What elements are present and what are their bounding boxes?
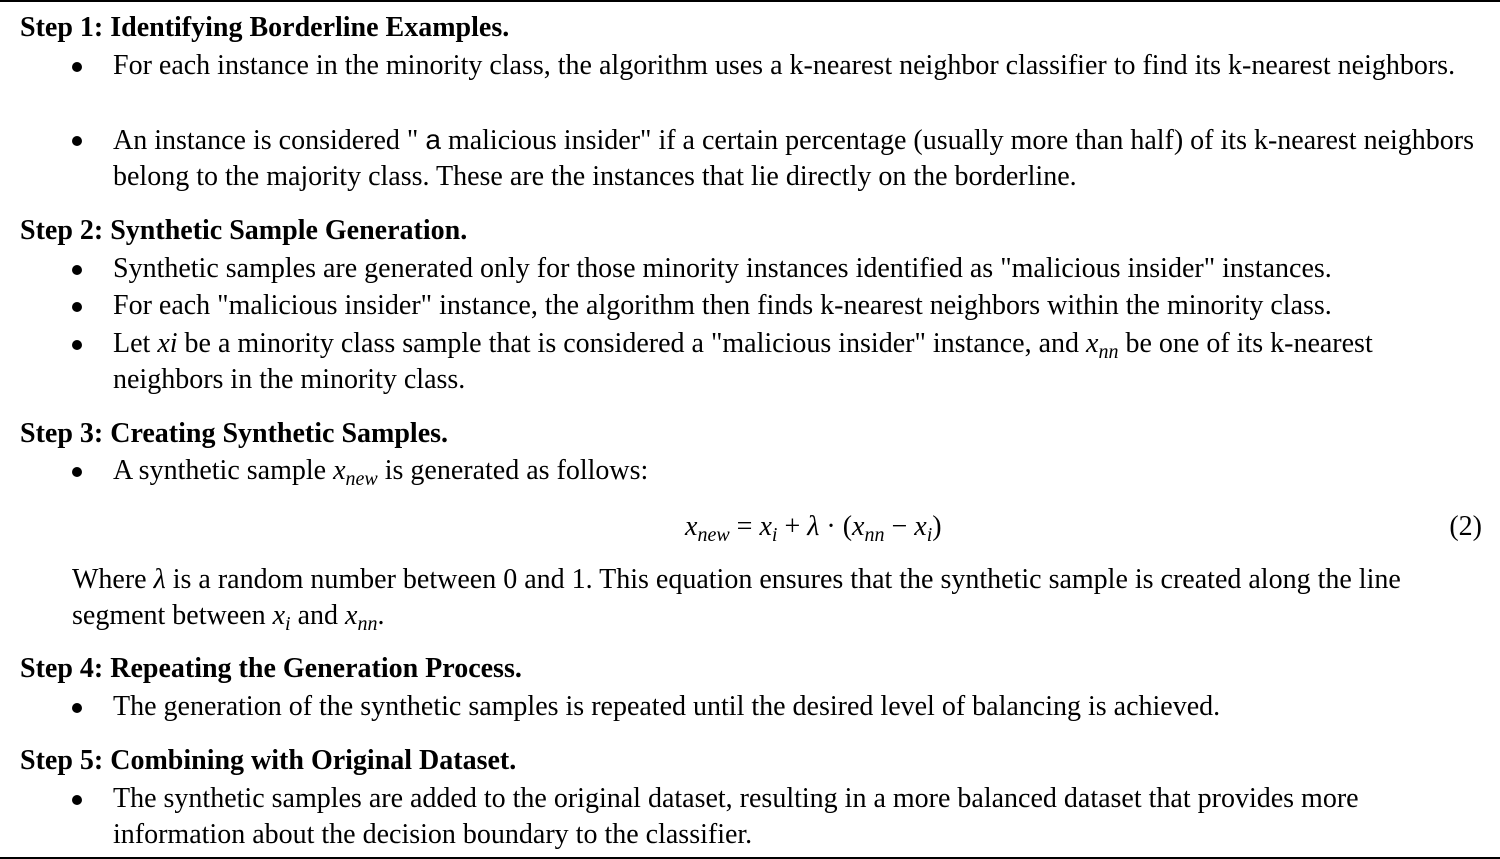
step-1-heading: Step 1: Identifying Borderline Examples. (20, 12, 510, 43)
equation-number: (2) (1449, 511, 1482, 542)
step-4-heading: Step 4: Repeating the Generation Process. (20, 653, 522, 684)
step-3-heading: Step 3: Creating Synthetic Samples. (20, 418, 449, 449)
bullet-marker (72, 136, 82, 146)
bullet-marker (72, 265, 82, 275)
step-4-bullet-1: The generation of the synthetic samples is repeated until the desired level of balancing is achieved. (113, 691, 1221, 722)
step-1-bullet-2: An instance is considered " a malicious insider" if a certain percentage (usually more than half) of its k-nearest neighbors belong to the majority class. These are the instances that lie directly on the borderline. (113, 124, 1474, 192)
bullet-marker (72, 703, 82, 713)
bullet-marker (72, 467, 82, 477)
bullet-marker (72, 340, 82, 350)
bullet-marker (72, 795, 82, 805)
step-3-bullet-1: A synthetic sample $x_{new}$ is generated as follows: (113, 455, 649, 490)
equation-2: $x_{new} = x_i + \lambda \cdot (x_{nn} - x_i)$ (685, 511, 942, 546)
step-1-bullet-1: For each instance in the minority class, the algorithm uses a k-nearest neighbor classifier to find its k-nearest neighbors. (113, 50, 1456, 81)
step-2-bullet-1: Synthetic samples are generated only for those minority instances identified as "malicious insider" instances. (113, 253, 1332, 284)
step-3-explanation: Where λ is a random number between 0 and 1. This equation ensures that the synthetic sample is created along the line segment between $x_i$ and $x_{nn}$. (72, 564, 1401, 635)
bullet-marker (72, 302, 82, 312)
letter-a: a (425, 124, 441, 155)
step-2-bullet-2: For each "malicious insider" instance, the algorithm then finds k-nearest neighbors within the minority class. (113, 290, 1332, 321)
step-5-bullet-1: The synthetic samples are added to the original dataset, resulting in a more balanced dataset that provides more information about the decision boundary to the classifier. (113, 783, 1359, 850)
step-2-bullet-3: Let xi be a minority class sample that is considered a "malicious insider" instance, and $x_{nn}$ be one of its k-nearest neighbors in the minority class. (113, 328, 1373, 395)
step-2-heading: Step 2: Synthetic Sample Generation. (20, 215, 468, 246)
step-5-heading: Step 5: Combining with Original Dataset. (20, 745, 517, 776)
bullet-marker (72, 62, 82, 72)
